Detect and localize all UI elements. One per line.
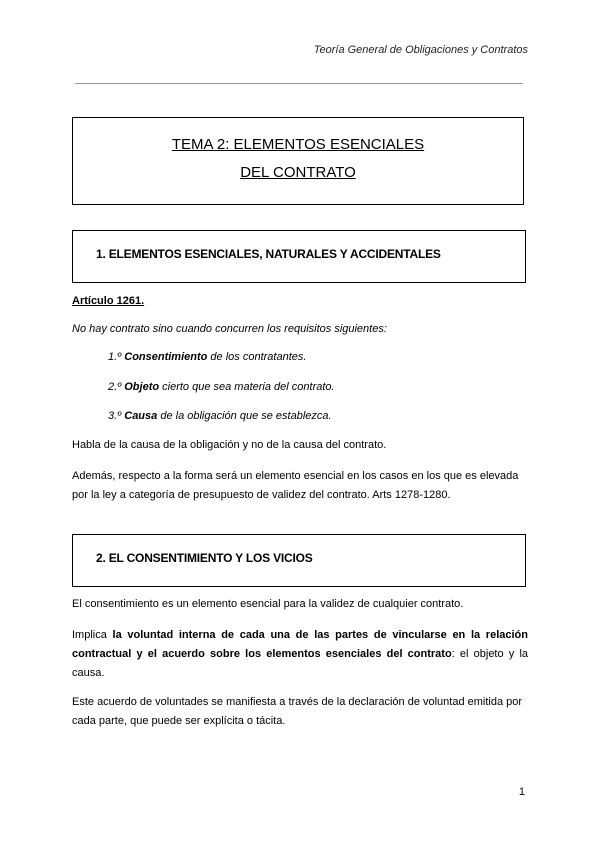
p2-bold: la voluntad interna de cada una de las partes de vincularse en la relación contractual y el acuerdo sobre los elementos esenciales del contrato bbox=[72, 629, 528, 660]
article-intro: No hay contrato sino cuando concurren los requisitos siguientes: bbox=[72, 323, 387, 335]
main-title-line-1: TEMA 2: ELEMENTOS ESENCIALES bbox=[171, 136, 425, 153]
section-1-heading: 1. ELEMENTOS ESENCIALES, NATURALES Y ACCIDENTALES bbox=[96, 247, 441, 261]
main-title-line-2: DEL CONTRATO bbox=[240, 164, 356, 181]
consentimiento-paragraph-2 bbox=[72, 626, 528, 683]
page-number: 1 bbox=[518, 786, 525, 798]
requisite-2 bbox=[108, 380, 335, 395]
requisite-3-term: Causa bbox=[124, 410, 158, 422]
consentimiento-paragraph-1: El consentimiento es un elemento esencial para la validez de cualquier contrato. bbox=[72, 598, 464, 610]
consentimiento-paragraph-3: Este acuerdo de voluntades se manifiesta a través de la declaración de voluntad emitida por cada parte, que puede ser explícita o tácita. bbox=[72, 696, 523, 727]
requisite-1-number: 1.º bbox=[108, 351, 125, 363]
p2-lead: Implica bbox=[72, 629, 113, 641]
requisite-3-text: de la obligación que se establezca. bbox=[157, 410, 332, 422]
requisite-2-term: Objeto bbox=[124, 381, 160, 393]
header-divider bbox=[75, 83, 523, 84]
requisite-3-number: 3.º bbox=[108, 410, 125, 422]
running-header: Teoría General de Obligaciones y Contratos bbox=[313, 44, 528, 56]
requisite-1-text: de los contratantes. bbox=[207, 351, 307, 363]
section-1-heading-box bbox=[72, 230, 526, 283]
requisite-2-text: cierto que sea materia del contrato. bbox=[159, 381, 335, 393]
requisite-1-term: Consentimiento bbox=[124, 351, 208, 363]
p2-tail: : el objeto y la causa. bbox=[72, 648, 529, 679]
note-forma: Además, respecto a la forma será un elemento esencial en los casos en los que es elevada por la ley a categoría de presupuesto de validez del contrato. Arts 1278-1280. bbox=[72, 470, 519, 501]
requisite-2-number: 2.º bbox=[108, 381, 125, 393]
section-2-heading: 2. EL CONSENTIMIENTO Y LOS VICIOS bbox=[96, 551, 313, 565]
main-title-box bbox=[72, 117, 524, 205]
article-heading: Artículo 1261. bbox=[72, 295, 145, 307]
requisite-1 bbox=[108, 350, 306, 365]
section-2-heading-box bbox=[72, 534, 526, 587]
requisite-3 bbox=[108, 409, 332, 424]
note-causa: Habla de la causa de la obligación y no de la causa del contrato. bbox=[72, 439, 387, 451]
